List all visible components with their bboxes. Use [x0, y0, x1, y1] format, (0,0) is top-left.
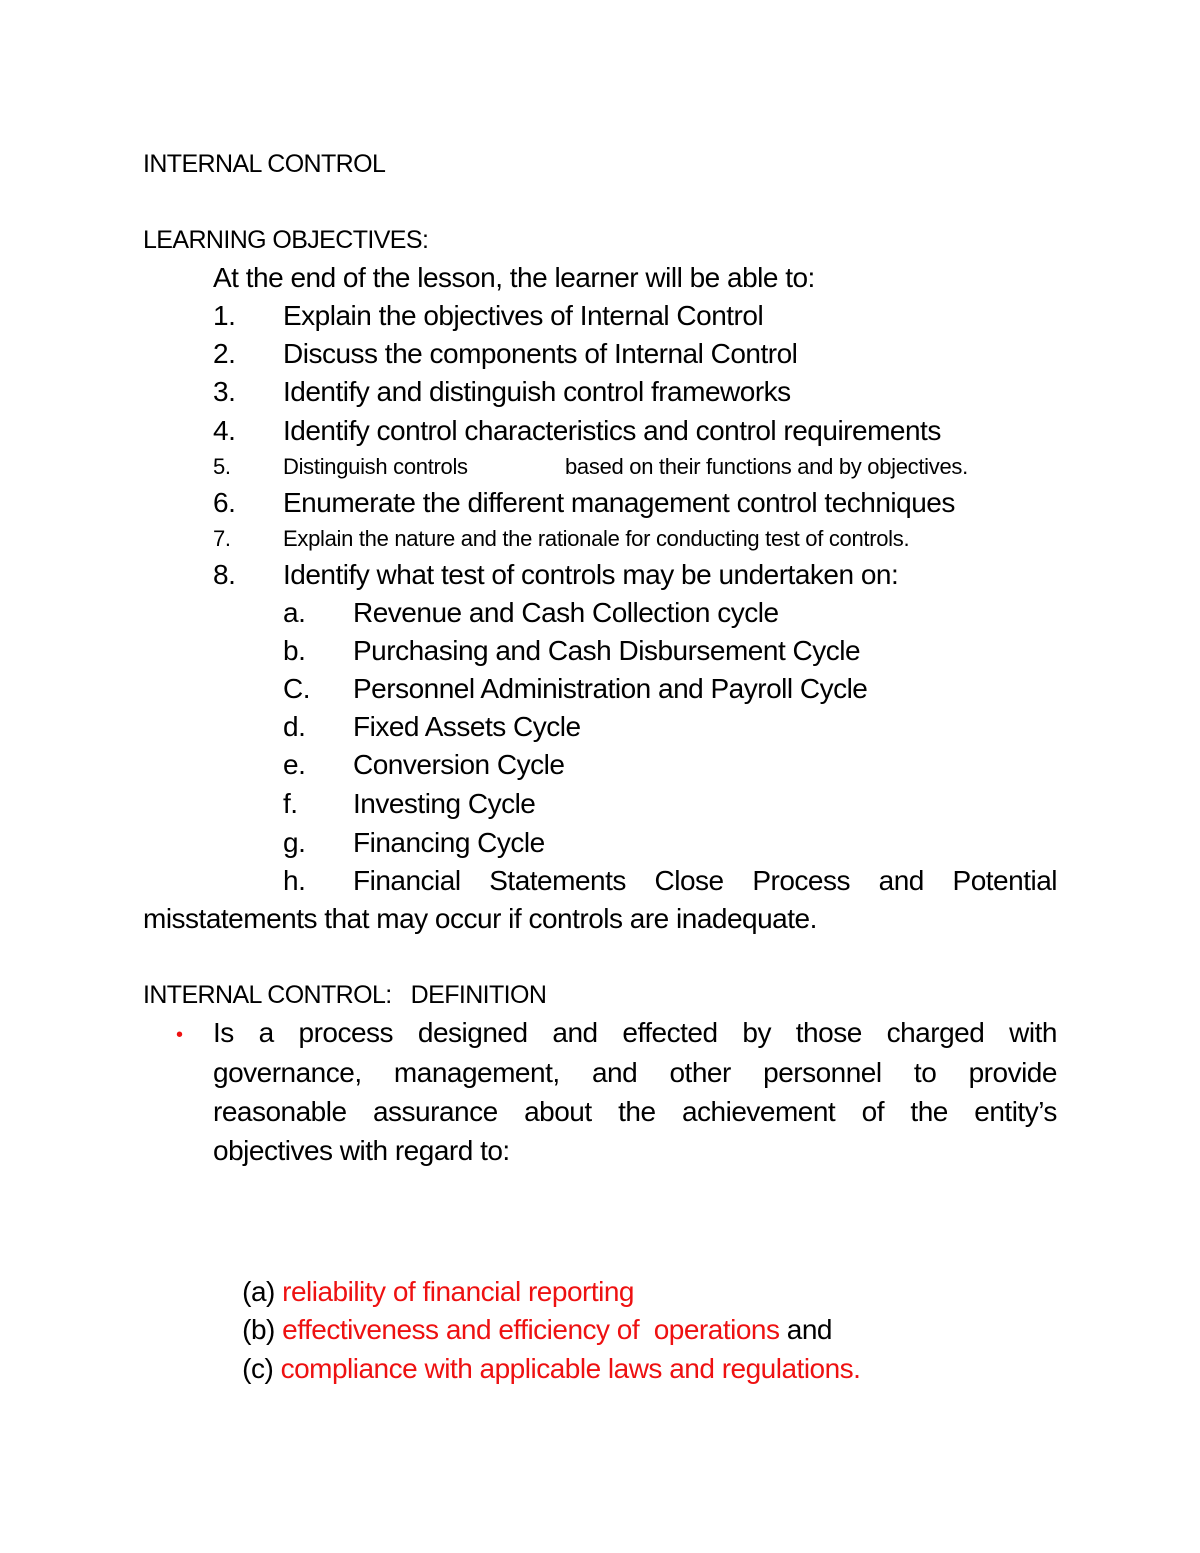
- definition-word: provide: [968, 1057, 1057, 1088]
- definition-word: designed: [417, 1017, 528, 1048]
- definition-word: to: [913, 1057, 937, 1088]
- item-text: Personnel Administration and Payroll Cycle: [353, 673, 868, 704]
- definition-line: [213, 1059, 1057, 1087]
- definition-word: the: [910, 1096, 948, 1127]
- item-text: Identify what test of controls may be undertaken on:: [283, 559, 899, 590]
- item-number: 4.: [213, 415, 236, 446]
- definition-line: [213, 1019, 1057, 1047]
- item-text: Distinguish controls: [283, 454, 468, 479]
- definition-word: the: [618, 1096, 656, 1127]
- objective-text: reliability of financial reporting: [282, 1276, 634, 1307]
- item-h-word: Close: [654, 865, 724, 896]
- item-text: Explain the objectives of Internal Control: [283, 300, 764, 331]
- document-title: INTERNAL CONTROL: [143, 150, 386, 178]
- objective-c: [213, 1327, 860, 1411]
- objective-label: (a): [242, 1276, 283, 1307]
- item-h-word: and: [878, 865, 924, 896]
- definition-word: process: [298, 1017, 394, 1048]
- item-letter: C.: [283, 673, 310, 704]
- item-h-word: Statements: [489, 865, 626, 896]
- item-text: Identify and distinguish control frameworks: [283, 376, 791, 407]
- definition-word: by: [742, 1017, 771, 1048]
- objective-text: effectiveness and efficiency of operations: [282, 1314, 780, 1345]
- definition-word: reasonable: [213, 1096, 347, 1127]
- objective-text: compliance with applicable laws and regulations.: [280, 1353, 861, 1384]
- item-number: 1.: [213, 300, 236, 331]
- objective-label: (b): [242, 1314, 283, 1345]
- item-text: Conversion Cycle: [353, 749, 565, 780]
- definition-word: a: [258, 1017, 274, 1048]
- item-number: 6.: [213, 487, 236, 518]
- learning-objectives-heading: LEARNING OBJECTIVES:: [143, 226, 429, 254]
- definition-word: governance,: [213, 1057, 362, 1088]
- item-text: Revenue and Cash Collection cycle: [353, 597, 779, 628]
- item-letter: e.: [283, 749, 306, 780]
- item-h-word: Potential: [952, 865, 1057, 896]
- item-letter: g.: [283, 827, 306, 858]
- objective-label: (c): [242, 1353, 281, 1384]
- item-text: Fixed Assets Cycle: [353, 711, 581, 742]
- definition-word: with: [1009, 1017, 1057, 1048]
- item-text-continued: based on their functions and by objectives.: [565, 454, 968, 479]
- bullet-icon: •: [176, 1024, 184, 1046]
- item-letter: d.: [283, 711, 306, 742]
- item-number: 8.: [213, 559, 236, 590]
- definition-word: entity’s: [974, 1096, 1057, 1127]
- definition-word: of: [861, 1096, 884, 1127]
- definition-word: and: [591, 1057, 638, 1088]
- definition-word: assurance: [372, 1096, 498, 1127]
- definition-word: other: [669, 1057, 731, 1088]
- item-text: Investing Cycle: [353, 788, 536, 819]
- definition-word: personnel: [763, 1057, 882, 1088]
- objective-suffix: and: [779, 1314, 832, 1345]
- item-letter: f.: [283, 788, 298, 819]
- item-text: Financing Cycle: [353, 827, 545, 858]
- item-letter: h.: [283, 865, 306, 896]
- definition-last-line: objectives with regard to:: [213, 1135, 510, 1166]
- item-number: 7.: [213, 526, 231, 551]
- item-h-continuation: misstatements that may occur if controls are inadequate.: [143, 903, 817, 934]
- item-text: Discuss the components of Internal Control: [283, 338, 798, 369]
- item-text: Purchasing and Cash Disbursement Cycle: [353, 635, 861, 666]
- item-letter: b.: [283, 635, 306, 666]
- item-number: 5.: [213, 454, 231, 479]
- item-number: 3.: [213, 376, 236, 407]
- definition-word: charged: [886, 1017, 985, 1048]
- definition-word: achievement: [681, 1096, 836, 1127]
- definition-line: [213, 1098, 1057, 1126]
- definition-word: management,: [393, 1057, 560, 1088]
- objectives-intro: At the end of the lesson, the learner will be able to:: [213, 262, 815, 293]
- item-h-word: Process: [752, 865, 850, 896]
- definition-word: and: [552, 1017, 598, 1048]
- item-h-justified-line: [353, 867, 1057, 895]
- definition-word: about: [524, 1096, 592, 1127]
- definition-word: effected: [622, 1017, 718, 1048]
- item-h-word: Financial: [353, 865, 461, 896]
- definition-heading: INTERNAL CONTROL: DEFINITION: [143, 981, 547, 1009]
- item-number: 2.: [213, 338, 236, 369]
- definition-word: those: [795, 1017, 862, 1048]
- item-text: Enumerate the different management control techniques: [283, 487, 955, 518]
- definition-word: Is: [213, 1017, 234, 1048]
- item-letter: a.: [283, 597, 306, 628]
- item-text: Explain the nature and the rationale for conducting test of controls.: [283, 526, 910, 551]
- item-text: Identify control characteristics and control requirements: [283, 415, 941, 446]
